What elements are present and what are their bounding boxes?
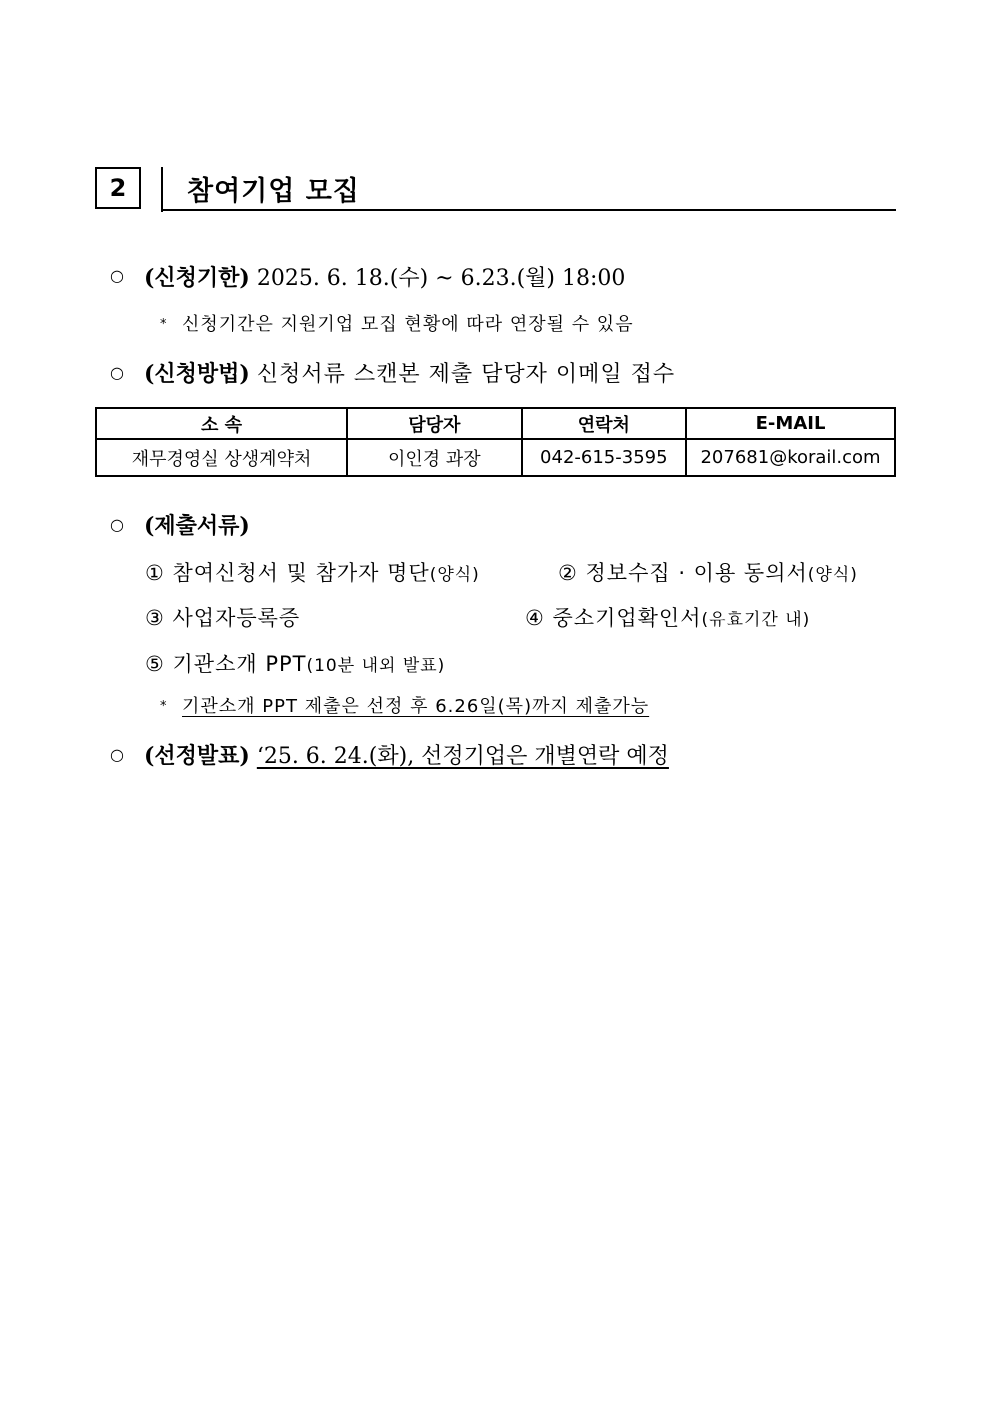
cell-affiliation: 재무경영실 상생계약처: [96, 439, 347, 476]
bullet-icon: ○: [110, 266, 124, 285]
contact-table: [95, 407, 896, 477]
document-item-5-text: ⑤ 기관소개 PPT: [145, 652, 307, 676]
documents-label: (제출서류): [144, 513, 250, 539]
document-item-3: [145, 602, 300, 632]
document-item-2-text: ② 정보수집 · 이용 동의서: [558, 561, 808, 585]
deadline-note: [160, 310, 634, 336]
document-item-4: [525, 602, 810, 632]
documents-note: [160, 692, 649, 718]
document-item-2: [558, 557, 858, 587]
documents-note-text: 기관소개 PPT 제출은 선정 후 6.26일(목)까지 제출가능: [182, 696, 650, 717]
announcement-text: ‘25. 6. 24.(화), 선정기업은 개별연락 예정: [256, 744, 669, 769]
deadline-label: (신청기한): [144, 265, 250, 291]
method-text: 신청서류 스캔본 제출 담당자 이메일 접수: [256, 362, 676, 387]
note-mark-icon: *: [160, 699, 168, 714]
method-label: (신청방법): [144, 361, 250, 387]
documents-line: [144, 509, 250, 540]
cell-phone: 042-615-3595: [522, 439, 687, 476]
document-item-3-text: ③ 사업자등록증: [145, 606, 301, 630]
header-email: E-MAIL: [686, 408, 895, 439]
document-item-2-suffix: (양식): [807, 565, 858, 585]
announcement-label: (선정발표): [144, 743, 250, 769]
method-line: [144, 357, 675, 388]
cell-email[interactable]: 207681@korail.com: [686, 439, 895, 476]
document-item-5: [145, 648, 445, 678]
note-mark-icon: *: [160, 317, 168, 332]
bullet-icon: ○: [110, 745, 124, 764]
section-title: 참여기업 모집: [187, 176, 360, 207]
table-row: [96, 439, 895, 476]
announcement-line: [144, 739, 669, 770]
document-item-1-text: ① 참여신청서 및 참가자 명단: [145, 561, 430, 585]
bullet-icon: ○: [110, 515, 124, 534]
section-number: 2: [95, 167, 141, 209]
document-item-4-text: ④ 중소기업확인서: [525, 606, 702, 630]
header-contact-person: 담당자: [347, 408, 521, 439]
document-item-1-suffix: (양식): [429, 565, 480, 585]
deadline-line: [144, 261, 625, 292]
deadline-note-text: 신청기간은 지원기업 모집 현황에 따라 연장될 수 있음: [182, 314, 634, 335]
document-item-5-suffix: (10분 내외 발표): [306, 656, 446, 676]
document-item-1: [145, 557, 480, 587]
table-header-row: [96, 408, 895, 439]
document-item-4-suffix: (유효기간 내): [701, 610, 811, 630]
header-affiliation: 소 속: [96, 408, 347, 439]
cell-contact-person: 이인경 과장: [347, 439, 521, 476]
section-underline: [161, 209, 896, 211]
bullet-icon: ○: [110, 363, 124, 382]
section-header: [95, 167, 896, 213]
section-divider: [161, 167, 163, 212]
deadline-text: 2025. 6. 18.(수) ~ 6.23.(월) 18:00: [256, 266, 626, 291]
header-phone: 연락처: [522, 408, 687, 439]
